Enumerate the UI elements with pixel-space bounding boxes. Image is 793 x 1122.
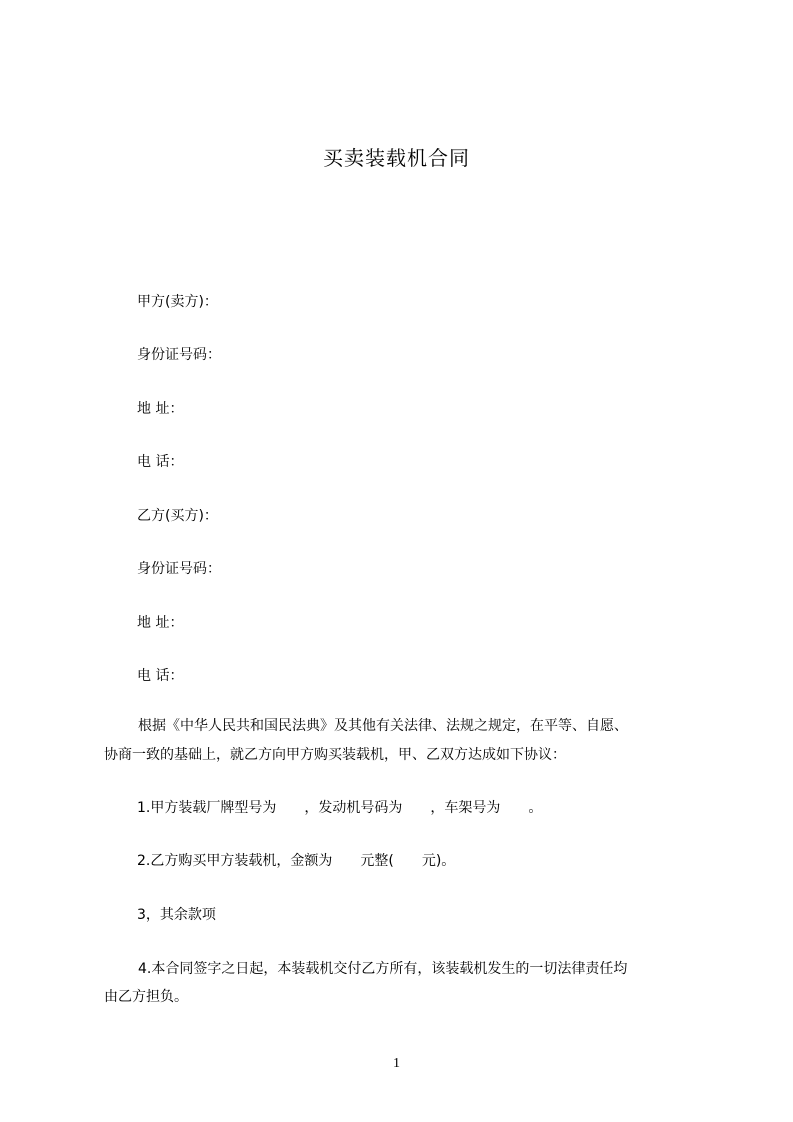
clause-4-line-1: 4.本合同签字之日起，本装载机交付乙方所有，该装载机发生的一切法律责任均 (138, 961, 628, 977)
seller-phone-label: 电 话： (137, 454, 184, 470)
buyer-phone-label: 电 话： (137, 668, 184, 684)
buyer-address-label: 地 址： (137, 615, 184, 631)
seller-id-label: 身份证号码： (137, 347, 221, 363)
clause-3: 3，其余款项 (137, 907, 216, 923)
clause-4-line-2: 由乙方担负。 (104, 989, 188, 1005)
intro-line-2: 协商一致的基础上，就乙方向甲方购买装载机，甲、乙双方达成如下协议： (104, 747, 566, 763)
seller-label: 甲方(卖方)： (137, 294, 218, 310)
seller-address-label: 地 址： (137, 401, 184, 417)
clause-2-capital-label: 元整( (360, 853, 394, 869)
clause-1-end: 。 (528, 800, 543, 816)
document-title: 买卖装载机合同 (323, 146, 470, 170)
intro-line-1: 根据《中华人民共和国民法典》及其他有关法律、法规之规定，在平等、自愿、 (138, 718, 628, 734)
clause-1-frame-label: ，车架号为 (430, 800, 501, 816)
clause-1 (137, 798, 542, 818)
page-number: 1 (393, 1056, 400, 1071)
clause-2 (137, 851, 455, 871)
clause-2-amount-label: 2.乙方购买甲方装载机，金额为 (137, 853, 333, 869)
clause-1-engine-label: ，发动机号码为 (304, 800, 403, 816)
clause-2-numeric-label: 元)。 (421, 853, 456, 869)
clause-1-model-label: 1.甲方装载厂牌型号为 (137, 800, 277, 816)
buyer-id-label: 身份证号码： (137, 561, 221, 577)
buyer-label: 乙方(买方)： (137, 508, 218, 524)
